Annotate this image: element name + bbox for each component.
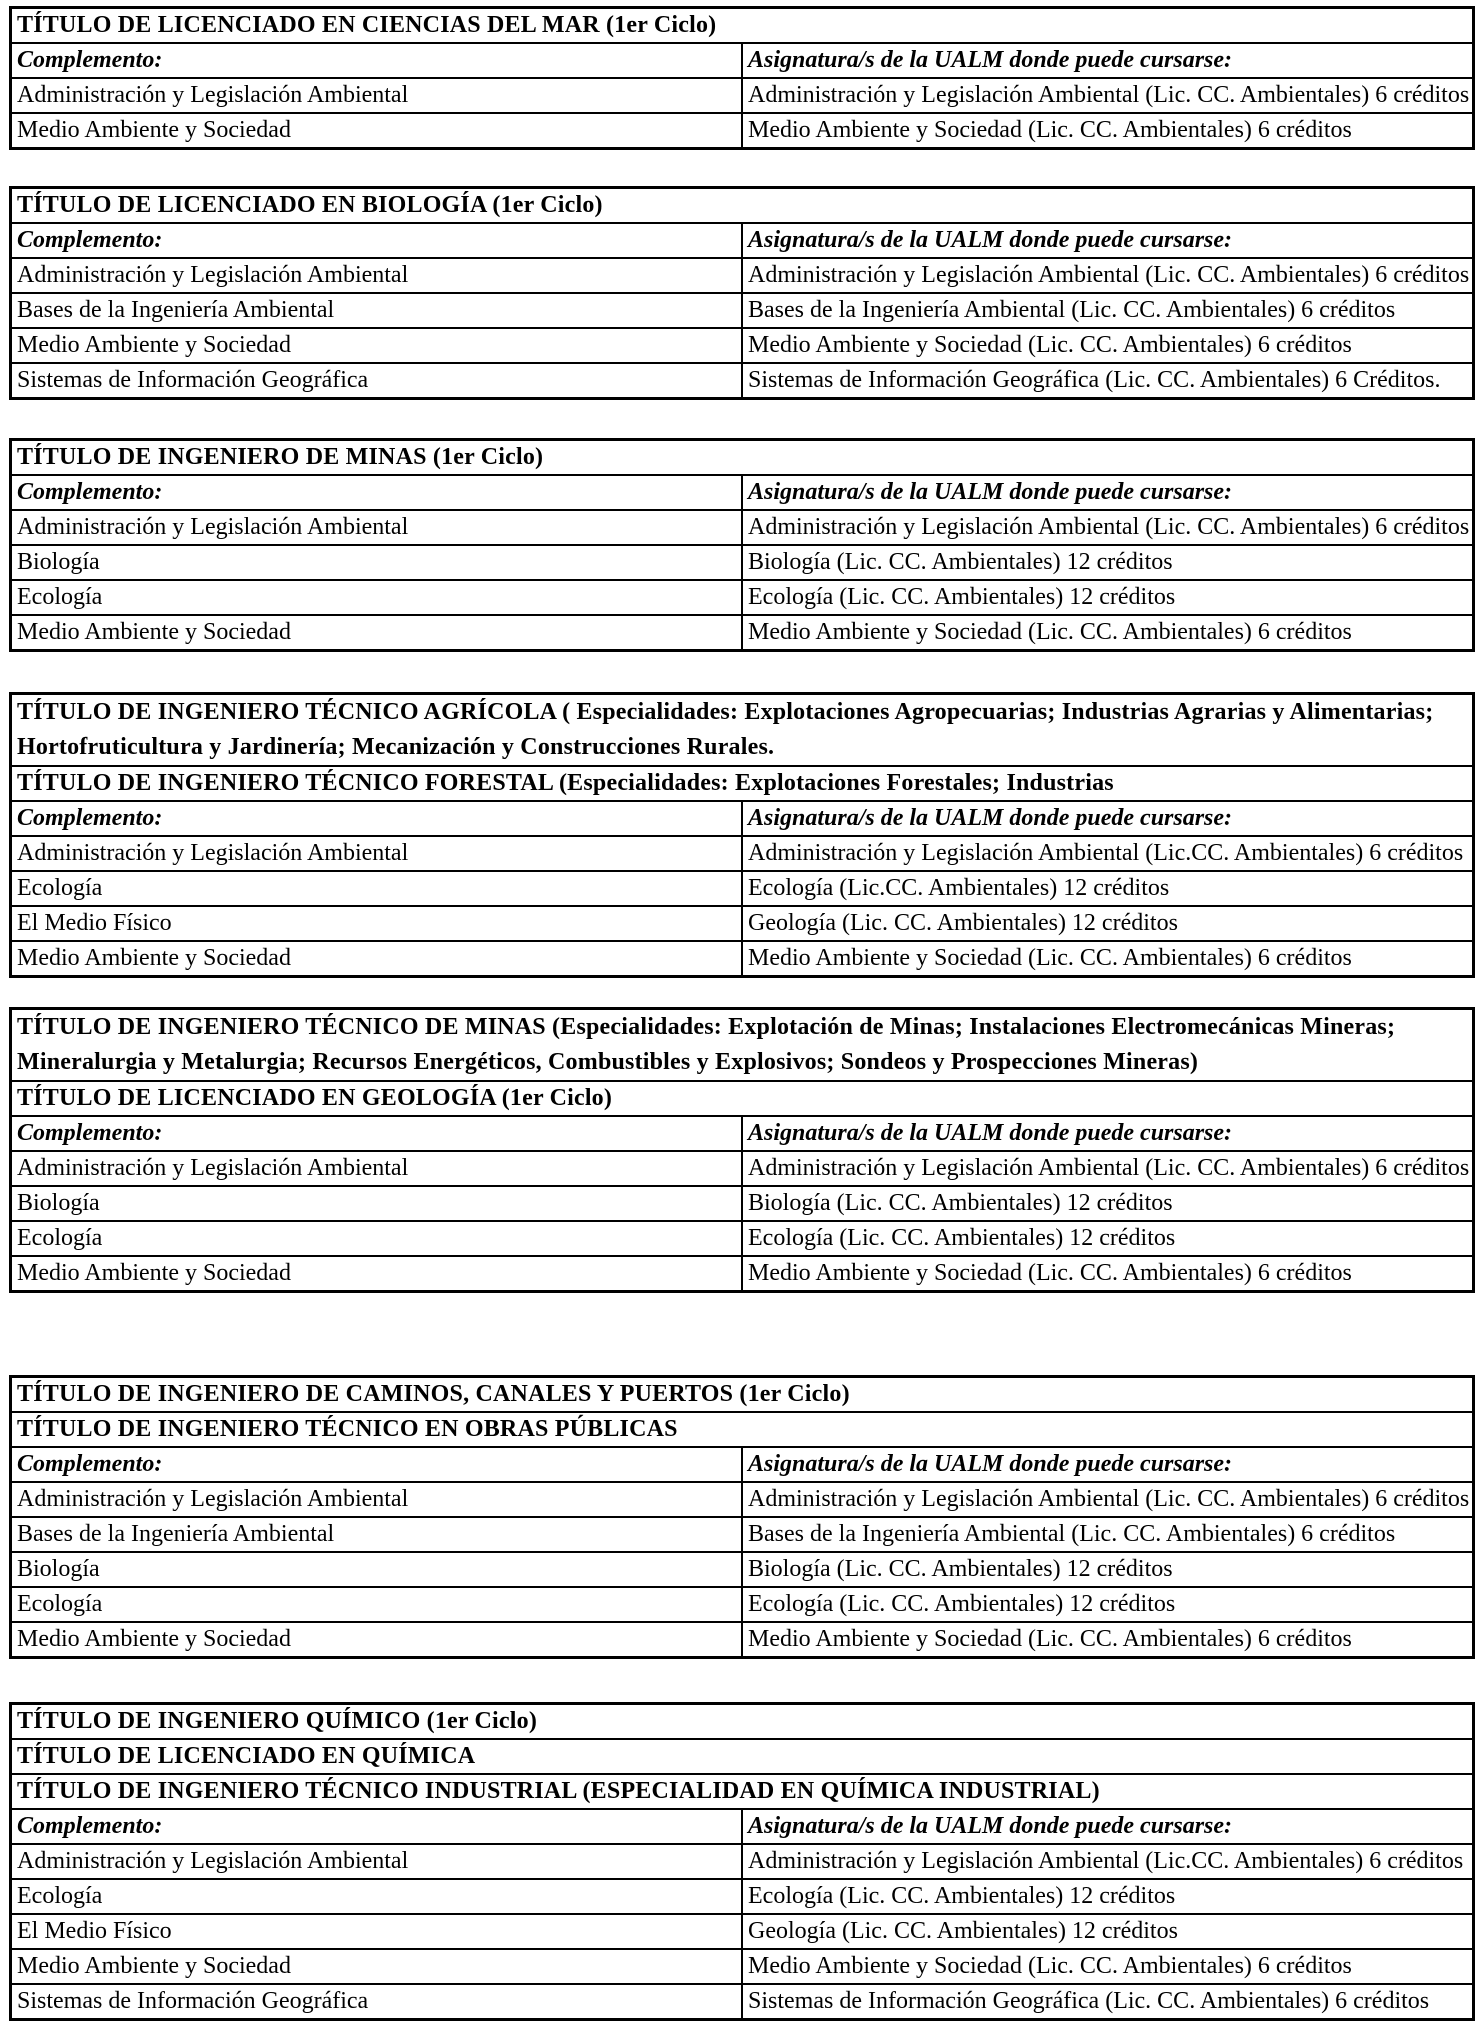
- table-row: [11, 113, 1474, 149]
- table-row: [11, 1844, 1474, 1879]
- complement-cell: Medio Ambiente y Sociedad: [11, 615, 743, 651]
- table-row: [11, 1984, 1474, 2020]
- complement-cell: Biología: [11, 545, 743, 580]
- complement-header: Complemento:: [11, 1447, 743, 1482]
- complement-cell: Sistemas de Información Geográfica: [11, 363, 743, 399]
- degree-table: [9, 1375, 1475, 1659]
- table-row: [11, 78, 1474, 113]
- table-row: [11, 1949, 1474, 1984]
- degree-title: TÍTULO DE INGENIERO DE MINAS (1er Ciclo): [11, 440, 1474, 476]
- degree-title: TÍTULO DE LICENCIADO EN CIENCIAS DEL MAR (1er Ciclo): [11, 8, 1474, 44]
- degree-table: [9, 186, 1475, 400]
- complement-cell: Biología: [11, 1186, 743, 1221]
- subject-cell: Medio Ambiente y Sociedad (Lic. CC. Ambientales) 6 créditos: [742, 1256, 1474, 1292]
- complement-cell: Administración y Legislación Ambiental: [11, 1151, 743, 1186]
- degree-title: TÍTULO DE INGENIERO TÉCNICO DE MINAS (Especialidades: Explotación de Minas; Instalaciones Electromecánicas Mineras; Mineralurgia y Metalurgia; Recursos Energéticos, Combustibles y Explosivos; Sondeos y Prospecciones Mineras): [11, 1009, 1474, 1082]
- complement-header: Complemento:: [11, 801, 743, 836]
- subject-cell: Medio Ambiente y Sociedad (Lic. CC. Ambientales) 6 créditos: [742, 328, 1474, 363]
- subject-header: Asignatura/s de la UALM donde puede cursarse:: [742, 1447, 1474, 1482]
- degree-title: TÍTULO DE INGENIERO QUÍMICO (1er Ciclo): [11, 1704, 1474, 1740]
- table-row: [11, 871, 1474, 906]
- degree-title: TÍTULO DE LICENCIADO EN BIOLOGÍA (1er Ciclo): [11, 188, 1474, 224]
- complement-cell: Bases de la Ingeniería Ambiental: [11, 293, 743, 328]
- complement-cell: El Medio Físico: [11, 906, 743, 941]
- table-row: [11, 510, 1474, 545]
- complement-cell: El Medio Físico: [11, 1914, 743, 1949]
- complement-cell: Ecología: [11, 1221, 743, 1256]
- complement-cell: Ecología: [11, 580, 743, 615]
- subject-cell: Ecología (Lic. CC. Ambientales) 12 créditos: [742, 1221, 1474, 1256]
- complement-cell: Medio Ambiente y Sociedad: [11, 328, 743, 363]
- complement-cell: Ecología: [11, 1587, 743, 1622]
- subject-cell: Administración y Legislación Ambiental (Lic.CC. Ambientales) 6 créditos: [742, 1844, 1474, 1879]
- degree-table: [9, 1702, 1475, 2021]
- subject-cell: Bases de la Ingeniería Ambiental (Lic. CC. Ambientales) 6 créditos: [742, 1517, 1474, 1552]
- degree-title: TÍTULO DE INGENIERO TÉCNICO FORESTAL (Especialidades: Explotaciones Forestales; Industrias: [11, 766, 1474, 801]
- complement-cell: Administración y Legislación Ambiental: [11, 78, 743, 113]
- complement-cell: Bases de la Ingeniería Ambiental: [11, 1517, 743, 1552]
- subject-cell: Biología (Lic. CC. Ambientales) 12 créditos: [742, 1186, 1474, 1221]
- table-row: [11, 545, 1474, 580]
- complement-cell: Medio Ambiente y Sociedad: [11, 941, 743, 977]
- subject-header: Asignatura/s de la UALM donde puede cursarse:: [742, 1809, 1474, 1844]
- degree-table: [9, 1007, 1475, 1293]
- complement-cell: Sistemas de Información Geográfica: [11, 1984, 743, 2020]
- degree-table: [9, 438, 1475, 652]
- table-row: [11, 1914, 1474, 1949]
- complement-cell: Biología: [11, 1552, 743, 1587]
- subject-cell: Medio Ambiente y Sociedad (Lic. CC. Ambientales) 6 créditos: [742, 941, 1474, 977]
- table-row: [11, 1517, 1474, 1552]
- table-row: [11, 1552, 1474, 1587]
- subject-cell: Ecología (Lic.CC. Ambientales) 12 créditos: [742, 871, 1474, 906]
- subject-cell: Medio Ambiente y Sociedad (Lic. CC. Ambientales) 6 créditos: [742, 1622, 1474, 1658]
- complement-cell: Ecología: [11, 871, 743, 906]
- complement-cell: Administración y Legislación Ambiental: [11, 1844, 743, 1879]
- subject-cell: Administración y Legislación Ambiental (Lic.CC. Ambientales) 6 créditos: [742, 836, 1474, 871]
- table-row: [11, 293, 1474, 328]
- table-row: [11, 1482, 1474, 1517]
- subject-cell: Administración y Legislación Ambiental (Lic. CC. Ambientales) 6 créditos: [742, 1482, 1474, 1517]
- table-row: [11, 258, 1474, 293]
- complement-cell: Medio Ambiente y Sociedad: [11, 113, 743, 149]
- subject-cell: Geología (Lic. CC. Ambientales) 12 créditos: [742, 906, 1474, 941]
- degree-title: TÍTULO DE INGENIERO DE CAMINOS, CANALES Y PUERTOS (1er Ciclo): [11, 1377, 1474, 1413]
- table-row: [11, 328, 1474, 363]
- subject-cell: Ecología (Lic. CC. Ambientales) 12 créditos: [742, 580, 1474, 615]
- subject-header: Asignatura/s de la UALM donde puede cursarse:: [742, 475, 1474, 510]
- table-row: [11, 1256, 1474, 1292]
- complement-header: Complemento:: [11, 223, 743, 258]
- table-row: [11, 615, 1474, 651]
- subject-cell: Ecología (Lic. CC. Ambientales) 12 créditos: [742, 1587, 1474, 1622]
- table-row: [11, 941, 1474, 977]
- subject-cell: Administración y Legislación Ambiental (Lic. CC. Ambientales) 6 créditos: [742, 1151, 1474, 1186]
- table-row: [11, 363, 1474, 399]
- subject-header: Asignatura/s de la UALM donde puede cursarse:: [742, 43, 1474, 78]
- degree-title: TÍTULO DE INGENIERO TÉCNICO AGRÍCOLA ( Especialidades: Explotaciones Agropecuarias; Industrias Agrarias y Alimentarias; Hortofruticultura y Jardinería; Mecanización y Construcciones Rurales.: [11, 694, 1474, 767]
- table-row: [11, 906, 1474, 941]
- table-row: [11, 1186, 1474, 1221]
- degree-title: TÍTULO DE LICENCIADO EN QUÍMICA: [11, 1739, 1474, 1774]
- subject-cell: Administración y Legislación Ambiental (Lic. CC. Ambientales) 6 créditos: [742, 78, 1474, 113]
- subject-cell: Medio Ambiente y Sociedad (Lic. CC. Ambientales) 6 créditos: [742, 1949, 1474, 1984]
- table-row: [11, 580, 1474, 615]
- degree-table: [9, 692, 1475, 978]
- complement-header: Complemento:: [11, 1809, 743, 1844]
- complement-header: Complemento:: [11, 43, 743, 78]
- degree-table: [9, 6, 1475, 150]
- table-row: [11, 1151, 1474, 1186]
- table-row: [11, 1587, 1474, 1622]
- degree-title: TÍTULO DE LICENCIADO EN GEOLOGÍA (1er Ciclo): [11, 1081, 1474, 1116]
- complement-cell: Administración y Legislación Ambiental: [11, 258, 743, 293]
- complement-cell: Ecología: [11, 1879, 743, 1914]
- table-row: [11, 1879, 1474, 1914]
- complement-cell: Administración y Legislación Ambiental: [11, 1482, 743, 1517]
- subject-cell: Medio Ambiente y Sociedad (Lic. CC. Ambientales) 6 créditos: [742, 615, 1474, 651]
- table-row: [11, 1221, 1474, 1256]
- subject-cell: Biología (Lic. CC. Ambientales) 12 créditos: [742, 545, 1474, 580]
- complement-header: Complemento:: [11, 1116, 743, 1151]
- complement-cell: Medio Ambiente y Sociedad: [11, 1949, 743, 1984]
- subject-cell: Sistemas de Información Geográfica (Lic. CC. Ambientales) 6 créditos: [742, 1984, 1474, 2020]
- subject-cell: Medio Ambiente y Sociedad (Lic. CC. Ambientales) 6 créditos: [742, 113, 1474, 149]
- degree-title: TÍTULO DE INGENIERO TÉCNICO EN OBRAS PÚBLICAS: [11, 1412, 1474, 1447]
- subject-cell: Administración y Legislación Ambiental (Lic. CC. Ambientales) 6 créditos: [742, 510, 1474, 545]
- table-row: [11, 1622, 1474, 1658]
- degree-title: TÍTULO DE INGENIERO TÉCNICO INDUSTRIAL (ESPECIALIDAD EN QUÍMICA INDUSTRIAL): [11, 1774, 1474, 1809]
- complement-cell: Administración y Legislación Ambiental: [11, 836, 743, 871]
- subject-cell: Biología (Lic. CC. Ambientales) 12 créditos: [742, 1552, 1474, 1587]
- subject-cell: Ecología (Lic. CC. Ambientales) 12 créditos: [742, 1879, 1474, 1914]
- complement-cell: Medio Ambiente y Sociedad: [11, 1622, 743, 1658]
- complement-cell: Medio Ambiente y Sociedad: [11, 1256, 743, 1292]
- subject-cell: Administración y Legislación Ambiental (Lic. CC. Ambientales) 6 créditos: [742, 258, 1474, 293]
- subject-header: Asignatura/s de la UALM donde puede cursarse:: [742, 1116, 1474, 1151]
- subject-header: Asignatura/s de la UALM donde puede cursarse:: [742, 223, 1474, 258]
- subject-cell: Geología (Lic. CC. Ambientales) 12 créditos: [742, 1914, 1474, 1949]
- subject-cell: Bases de la Ingeniería Ambiental (Lic. CC. Ambientales) 6 créditos: [742, 293, 1474, 328]
- complement-cell: Administración y Legislación Ambiental: [11, 510, 743, 545]
- subject-cell: Sistemas de Información Geográfica (Lic. CC. Ambientales) 6 Créditos.: [742, 363, 1474, 399]
- complement-header: Complemento:: [11, 475, 743, 510]
- table-row: [11, 836, 1474, 871]
- subject-header: Asignatura/s de la UALM donde puede cursarse:: [742, 801, 1474, 836]
